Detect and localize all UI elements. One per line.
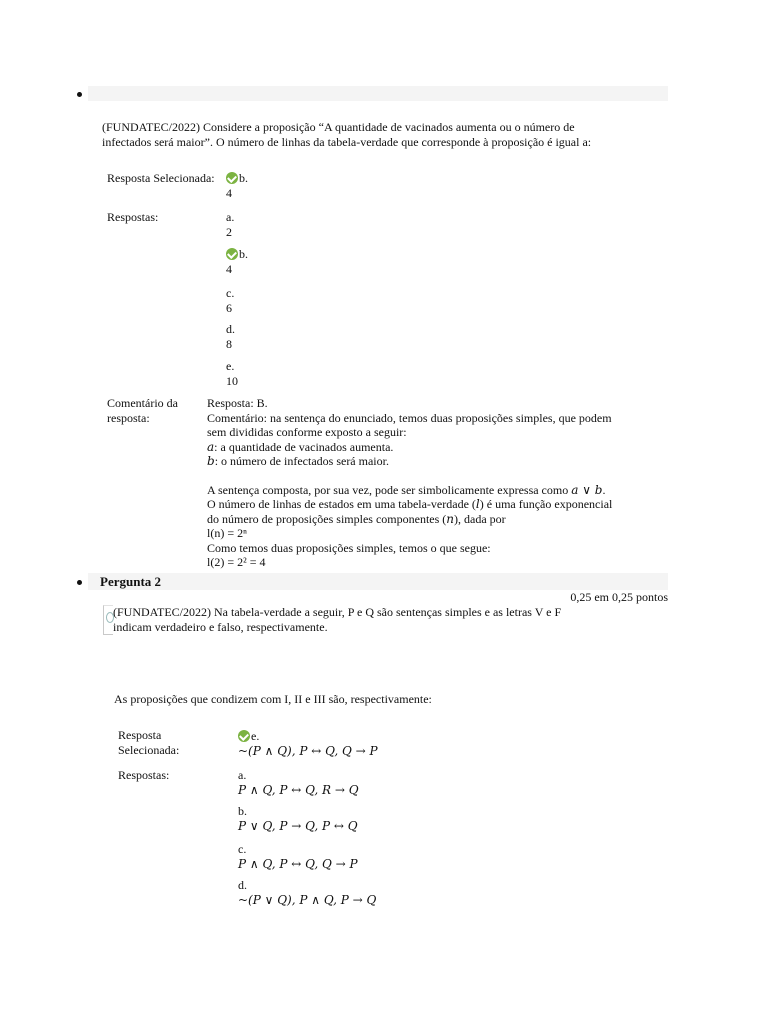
answer-option-c xyxy=(238,842,358,871)
option-value: 2 xyxy=(226,224,232,239)
selected-answer-label: Resposta Selecionada: xyxy=(107,171,215,185)
comment-line: Comentário: na sentença do enunciado, temos duas proposições simples, que podem xyxy=(207,410,612,425)
answer-comment xyxy=(207,396,657,570)
option-value: 10 xyxy=(226,373,238,388)
answer-option-a xyxy=(226,210,234,239)
comment-line: Resposta: B. xyxy=(207,396,268,410)
option-letter: b. xyxy=(238,804,247,818)
question-1-text xyxy=(102,120,642,149)
math-expr: a ∨ b xyxy=(571,482,603,497)
answer-option-b xyxy=(238,804,358,833)
question-1-header-bar xyxy=(88,86,668,101)
option-letter: e. xyxy=(226,359,235,373)
option-value: 4 xyxy=(226,261,232,276)
option-letter: a. xyxy=(226,210,235,224)
question-2-text-line: (FUNDATEC/2022) Na tabela-verdade a seguir, P e Q são sentenças simples e as letras V e F xyxy=(113,605,562,619)
option-value: 6 xyxy=(226,300,232,315)
math-var: b xyxy=(207,454,215,468)
question-2-header-bar xyxy=(88,573,668,590)
comment-line xyxy=(207,512,657,527)
answer-option-a xyxy=(238,768,359,797)
question-2-text xyxy=(113,605,653,634)
broken-image-icon xyxy=(103,605,113,635)
comment-formula: l(2) = 2² = 4 xyxy=(207,555,266,569)
comment-formula: l(n) = 2ⁿ xyxy=(207,526,247,540)
option-value: P ∧ Q, P ↔ Q, Q → P xyxy=(238,856,358,871)
option-letter: a. xyxy=(238,768,247,782)
selected-label-line: Resposta xyxy=(118,728,162,742)
comment-line xyxy=(207,497,657,512)
option-letter: b. xyxy=(239,171,248,185)
question-2-points: 0,25 em 0,25 pontos xyxy=(570,590,668,604)
comment-text: do número de proposições simples componentes ( xyxy=(207,511,447,526)
answer-option-d xyxy=(238,878,376,907)
answer-option-c xyxy=(226,286,234,315)
option-value: 4 xyxy=(226,185,232,200)
list-bullet xyxy=(77,580,82,585)
comment-text: . xyxy=(602,482,606,497)
check-circle-icon xyxy=(226,248,238,260)
comment-line xyxy=(207,440,657,455)
comment-text: ), dada por xyxy=(454,511,506,526)
option-letter: e. xyxy=(251,729,260,743)
option-value: ~(P ∨ Q), P ∧ Q, P → Q xyxy=(238,892,377,907)
selected-answer xyxy=(238,729,378,758)
comment-text: O número de linhas de estados em uma tabela-verdade ( xyxy=(207,497,476,511)
option-letter: c. xyxy=(238,842,247,856)
question-1-text-line: infectados será maior”. O número de linhas da tabela-verdade que corresponde à proposição é igual a: xyxy=(102,134,592,149)
comment-label xyxy=(107,396,178,425)
selected-label-line: Selecionada: xyxy=(118,742,180,757)
question-2-title: Pergunta 2 xyxy=(100,574,162,589)
comment-text: : o número de infectados será maior. xyxy=(214,454,389,468)
answers-label: Respostas: xyxy=(107,210,159,224)
list-bullet xyxy=(77,92,82,97)
option-letter: c. xyxy=(226,286,235,300)
comment-text: A sentença composta, por sua vez, pode ser simbolicamente expressa como xyxy=(207,482,572,497)
comment-label-line: resposta: xyxy=(107,410,150,425)
comment-line: sem divididas conforme exposto a seguir: xyxy=(207,425,407,439)
question-1-text-line: (FUNDATEC/2022) Considere a proposição “A quantidade de vacinados aumenta ou o número de xyxy=(102,120,575,134)
selected-answer xyxy=(226,171,248,200)
option-value: P ∨ Q, P → Q, P ↔ Q xyxy=(238,818,358,833)
answer-option-e xyxy=(226,359,238,388)
check-circle-icon xyxy=(226,172,238,184)
question-2-text-line: indicam verdadeiro e falso, respectivamente. xyxy=(113,619,328,634)
comment-line xyxy=(207,483,657,498)
selected-answer-label xyxy=(118,728,179,757)
option-value: P ∧ Q, P ↔ Q, R → Q xyxy=(238,782,359,797)
option-letter: d. xyxy=(226,322,235,336)
math-var: a xyxy=(207,439,215,454)
math-var: n xyxy=(446,511,455,526)
answer-option-b xyxy=(226,247,248,276)
question-2-prompt: As proposições que condizem com I, II e III são, respectivamente: xyxy=(114,692,432,706)
option-value: 8 xyxy=(226,336,232,351)
answers-label: Respostas: xyxy=(118,768,170,782)
comment-text: : a quantidade de vacinados aumenta. xyxy=(214,439,394,454)
comment-line xyxy=(207,454,657,469)
comment-line: Como temos duas proposições simples, temos o que segue: xyxy=(207,540,491,555)
option-letter: d. xyxy=(238,878,247,892)
option-value: ~(P ∧ Q), P ↔ Q, Q → P xyxy=(238,743,378,758)
comment-label-line: Comentário da xyxy=(107,396,178,410)
answer-option-d xyxy=(226,322,235,351)
math-var: l xyxy=(475,497,480,511)
comment-text: ) é uma função exponencial xyxy=(479,497,613,511)
option-letter: b. xyxy=(239,247,248,261)
check-circle-icon xyxy=(238,730,250,742)
